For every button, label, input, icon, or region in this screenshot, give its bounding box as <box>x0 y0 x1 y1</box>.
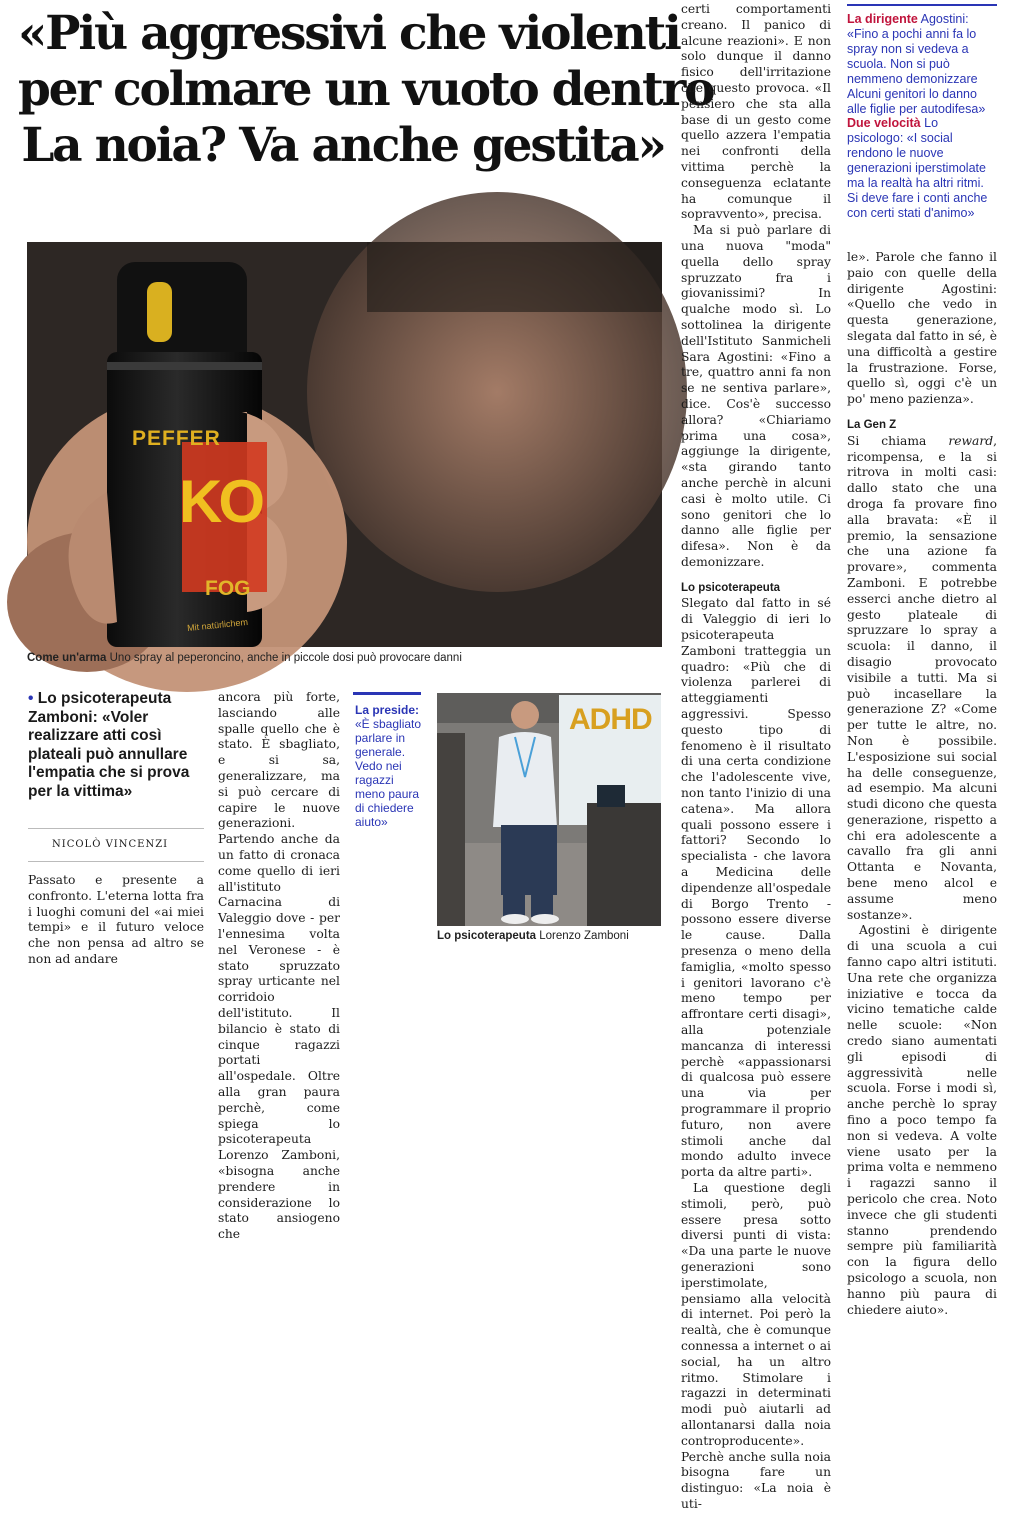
headline-line-1: «Più aggressivi che violenti <box>18 6 680 61</box>
text-run: , ricompensa, e la si ritrova in molti casi: dallo stato che una droga fa provare fino alla bravata: «È il premio, la sensazione che una azione fa provare», commenta Zamboni. E potrebbe esserci anche dietro al gesto plateale di spruzzare lo spray a scuola: il danno, il disagio provocato visibile a tutti. Ma si può incasellare la generazione Z? «Come per tutte le altre, no. Non è possibile. L'esposizione sui social ha delle conseguenze, ad esempio. Ma alcuni studi dicono che questa generazione, rispetto a chi era adolescente a cavallo fra gli anni Ottanta e Novanta, bene meno alcol e assume meno sostanze». <box>847 433 997 922</box>
paragraph: La questione degli stimoli, però, può essere presa sotto diversi punti di vista: «Da una parte le nuove generazioni sono iperstimolate, pensiamo alla velocità di internet. Poi però la realtà, che è comunque connessa a internet o ai social, ha un altro ritmo. Stimolare i ragazzi in determinati modi può aiutarli ad allontanarsi dalla noia controproducente». Perchè anche sulla noia bisogna fare un distinguo: «La noia è uti- <box>681 1180 831 1511</box>
preside-label: La preside: <box>355 703 420 717</box>
headline-line-3: La noia? Va anche gestita» <box>21 118 665 173</box>
article-column-4 <box>847 250 997 1317</box>
talk-caption-label: Lo psicoterapeuta <box>437 930 537 942</box>
pull-quote-text: Lo psicoterapeuta Zamboni: «Voler realizzare atti così plateali può annullare l'empatia che si prova per la vittima» <box>28 690 190 800</box>
paragraph: Ma si può parlare di una nuova "moda" quella dello spray spruzzato fra i giovanissimi? In qualche modo sì. Lo sottolinea la dirigente dell'Istituto Sanmicheli Sara Agostini: «Fino a tre, quattro anni fa non se ne sentiva parlare», dice. Cos'è successo allora? «Chiariamo prima una cosa», aggiunge la dirigente, «sta girando tanto anche perchè in alcuni casi è molto utile. Ci sono genitori che lo danno alle figlie per difesa». Non è da demonizzare. <box>681 223 831 569</box>
preside-quote <box>355 703 425 829</box>
paragraph: Agostini è dirigente di una scuola a cui fanno capo altri istituti. Una rete che organizza iniziative e tocca da vicino tematiche calde nelle scuole: «Non credo siano aumentati gli episodi di aggressività nelle scuola. Forse i modi sì, anche perchè lo spray fino a poco tempo fa non si vedeva. A volte viene usato per la prima volta e nemmeno i ragazzi sanno il pericolo che crea. Noto invece che gli studenti stanno prendendo sempre più familiarità con la figura dello psicologo a scuola, non hanno più paura di chiedere aiuto». <box>847 923 997 1317</box>
paragraph: ancora più forte, lasciando alle spalle quello che è stato. È sbagliato, e si sa, generalizzare, ma si può cercare di capire le nuove generazioni. Partendo anche da un fatto di cronaca come quello di ieri all'istituto Carnacina di Valeggio dove - per l'ennesima volta nel Veronese - è stato spruzzato spray urticante nel corridoio dell'istituto. Il bilancio è stato di cinque ragazzi portati all'ospedale. Oltre alla gran paura perchè, come spiega lo psicoterapeuta Lorenzo Zamboni, «bisogna anche prendere in considerazione lo stato ansiogeno che <box>218 690 340 1242</box>
sidebar-text: Lo psicologo: «I social rendono le nuove generazioni iperstimolate ma la realtà ha altri ritmi. Si deve fare i conti anche con certi stati d'animo» <box>847 116 988 220</box>
emphasis: reward <box>948 433 994 448</box>
preside-rule <box>353 692 421 695</box>
preside-text: «È sbagliato parlare in generale. Vedo nei ragazzi meno paura di chiedere aiuto» <box>355 717 422 829</box>
caption-label: Come un'arma <box>27 652 107 664</box>
subheading: La Gen Z <box>847 418 897 431</box>
talk-photo <box>437 693 661 926</box>
screen-text: ADHD <box>569 703 652 736</box>
divider <box>28 861 204 862</box>
pepper-spray-illustration <box>27 242 662 647</box>
can-label-small: Mit natürlichem <box>186 616 249 634</box>
pull-quote <box>28 690 204 801</box>
paragraph <box>847 434 997 924</box>
talk-photo-caption <box>437 930 629 942</box>
sidebar-item-dirigente <box>847 12 997 117</box>
byline: NICOLÒ VINCENZI <box>52 839 169 850</box>
article-column-3 <box>681 2 831 1511</box>
sidebar-label: Due velocità <box>847 116 921 130</box>
sidebar-rule <box>847 4 997 6</box>
can-label-ko: KO <box>179 468 261 535</box>
subheading: Lo psicoterapeuta <box>681 581 781 594</box>
can-label-fog: FOG <box>205 577 251 600</box>
bullet-dot: • <box>28 690 34 707</box>
paragraph: certi comportamenti creano. Il panico di alcune reazioni». E non solo dunque il danno fisico dell'irritazione che questo provoca. «Il pensiero che sta alla base di un gesto come quello azzera l'empatia nei confronti della vittima perchè la conseguenza eclatante ha comunque il sopravvento», precisa. <box>681 2 831 222</box>
article-column-1 <box>28 873 204 966</box>
main-photo <box>27 242 662 647</box>
headline <box>18 6 714 174</box>
caption-text: Uno spray al peperoncino, anche in piccole dosi può provocare danni <box>109 652 462 664</box>
text-run: Si chiama <box>847 433 949 448</box>
headline-line-2: per colmare un vuoto dentro <box>18 62 714 117</box>
talk-caption-text: Lorenzo Zamboni <box>539 930 629 942</box>
sidebar-item-velocita <box>847 116 997 221</box>
article-column-2 <box>218 690 340 1242</box>
can-label-brand: PEFFER <box>132 427 221 450</box>
paragraph: Slegato dal fatto in sé di Valeggio di ieri lo psicoterapeuta Zamboni tratteggia un quadro: «Più che di violenza parlerei di atteggiamenti aggressivi. Spesso questo tipo di fenomeno è il risultato di una certa condizione che l'adolescente vive, non tanto l'inizio di una catena». Ma allora quali possono essere i fattori? Secondo lo specialista - che lavora a Medicina delle dipendenze all'ospedale di Borgo Trento - possono essere diverse le cause. Dalla presenza o meno della famiglia, «molto spesso i genitori lavorano c'è meno tempo per affrontare certi disagi», alla potenziale mancanza di interessi perchè «appassionarsi di qualcosa può essere una via per programmare il proprio futuro, non avere stimoli anche dal mondo adulto invece porta da altre parti». <box>681 596 831 1180</box>
paragraph: Passato e presente a confronto. L'eterna lotta fra i luoghi comuni del «ai miei tempi» e il futuro veloce che non pensa ad altro se non ad andare <box>28 873 204 966</box>
paragraph: le». Parole che fanno il paio con quelle della dirigente Agostini: «Quello che vedo in questa generazione, slegata dal fatto in sé, è una difficoltà a gestire la frustrazione. Forse, quello sì, oggi c'è un po' meno pazienza». <box>847 250 997 407</box>
sidebar-label: La dirigente <box>847 12 918 26</box>
main-photo-caption <box>27 652 462 664</box>
divider <box>28 828 204 829</box>
sidebar-text: Agostini: «Fino a pochi anni fa lo spray non si vedeva a scuola. Non si può nemmeno demonizzare Alcuni genitori lo danno alle figlie per autodifesa» <box>847 12 986 116</box>
